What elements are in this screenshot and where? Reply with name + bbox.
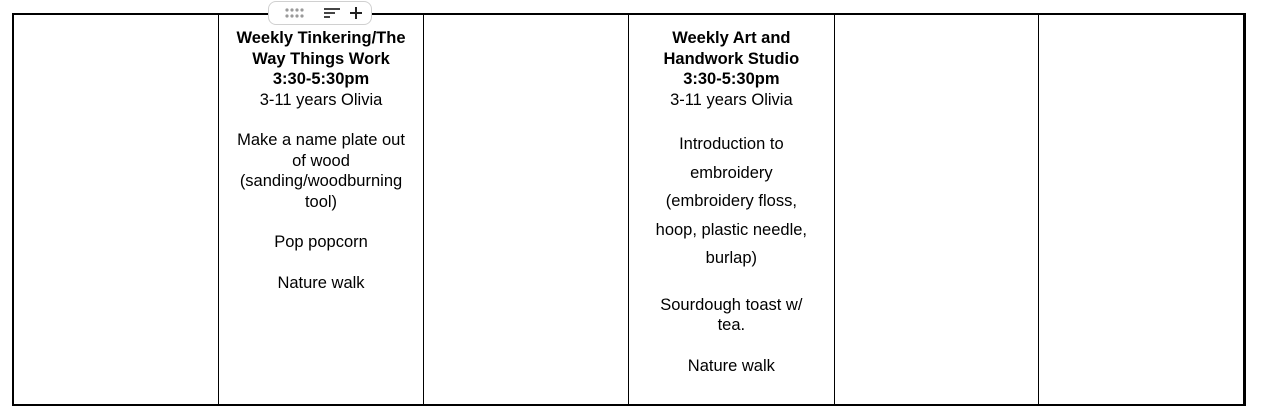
title-line: Handwork Studio bbox=[663, 49, 800, 68]
activity-line: of wood bbox=[292, 151, 350, 170]
activity-line: hoop, plastic needle, bbox=[655, 220, 808, 239]
activity-line: burlap) bbox=[705, 249, 758, 267]
table-cell-col5[interactable] bbox=[835, 15, 1040, 404]
activity-line: (sanding/woodburning bbox=[239, 172, 403, 190]
add-icon[interactable] bbox=[345, 2, 367, 24]
activity-line: tool) bbox=[304, 192, 338, 211]
cell-title bbox=[629, 15, 834, 90]
table-cell-art-studio[interactable] bbox=[629, 15, 835, 404]
activity-line: Pop popcorn bbox=[274, 233, 368, 251]
activity-item bbox=[629, 130, 834, 273]
activity-line: (embroidery floss, bbox=[665, 192, 797, 210]
table-cell-col3[interactable] bbox=[424, 15, 629, 404]
cell-subtitle: 3-11 years Olivia bbox=[670, 90, 793, 109]
activity-line: Nature walk bbox=[687, 356, 775, 375]
title-line: Weekly Tinkering/The bbox=[236, 29, 406, 47]
activity-line: Sourdough toast w/ bbox=[660, 295, 803, 314]
table-cell-col1[interactable] bbox=[14, 15, 219, 404]
activity-line: Nature walk bbox=[277, 273, 365, 292]
activity-item bbox=[219, 232, 424, 253]
activity-line: Introduction to bbox=[679, 135, 784, 153]
activity-item bbox=[629, 356, 834, 377]
title-line: Way Things Work bbox=[252, 49, 390, 68]
sort-icon[interactable] bbox=[319, 2, 345, 24]
cell-subtitle: 3-11 years Olivia bbox=[259, 90, 383, 109]
activity-item bbox=[219, 130, 424, 212]
schedule-table bbox=[12, 13, 1246, 406]
title-line: Weekly Art and bbox=[672, 29, 791, 47]
table-column-toolbar bbox=[268, 1, 372, 25]
table-cell-col6[interactable] bbox=[1039, 15, 1244, 404]
activity-line: embroidery bbox=[690, 163, 773, 182]
table-cell-tinkering[interactable] bbox=[219, 15, 425, 404]
activity-item bbox=[219, 273, 424, 294]
title-time: 3:30-5:30pm bbox=[683, 70, 780, 88]
activity-item bbox=[629, 295, 834, 336]
drag-handle-icon[interactable] bbox=[269, 2, 319, 24]
title-time: 3:30-5:30pm bbox=[272, 70, 370, 88]
activity-line: Make a name plate out bbox=[237, 131, 405, 149]
activity-line: tea. bbox=[717, 316, 746, 334]
cell-title bbox=[219, 15, 424, 90]
